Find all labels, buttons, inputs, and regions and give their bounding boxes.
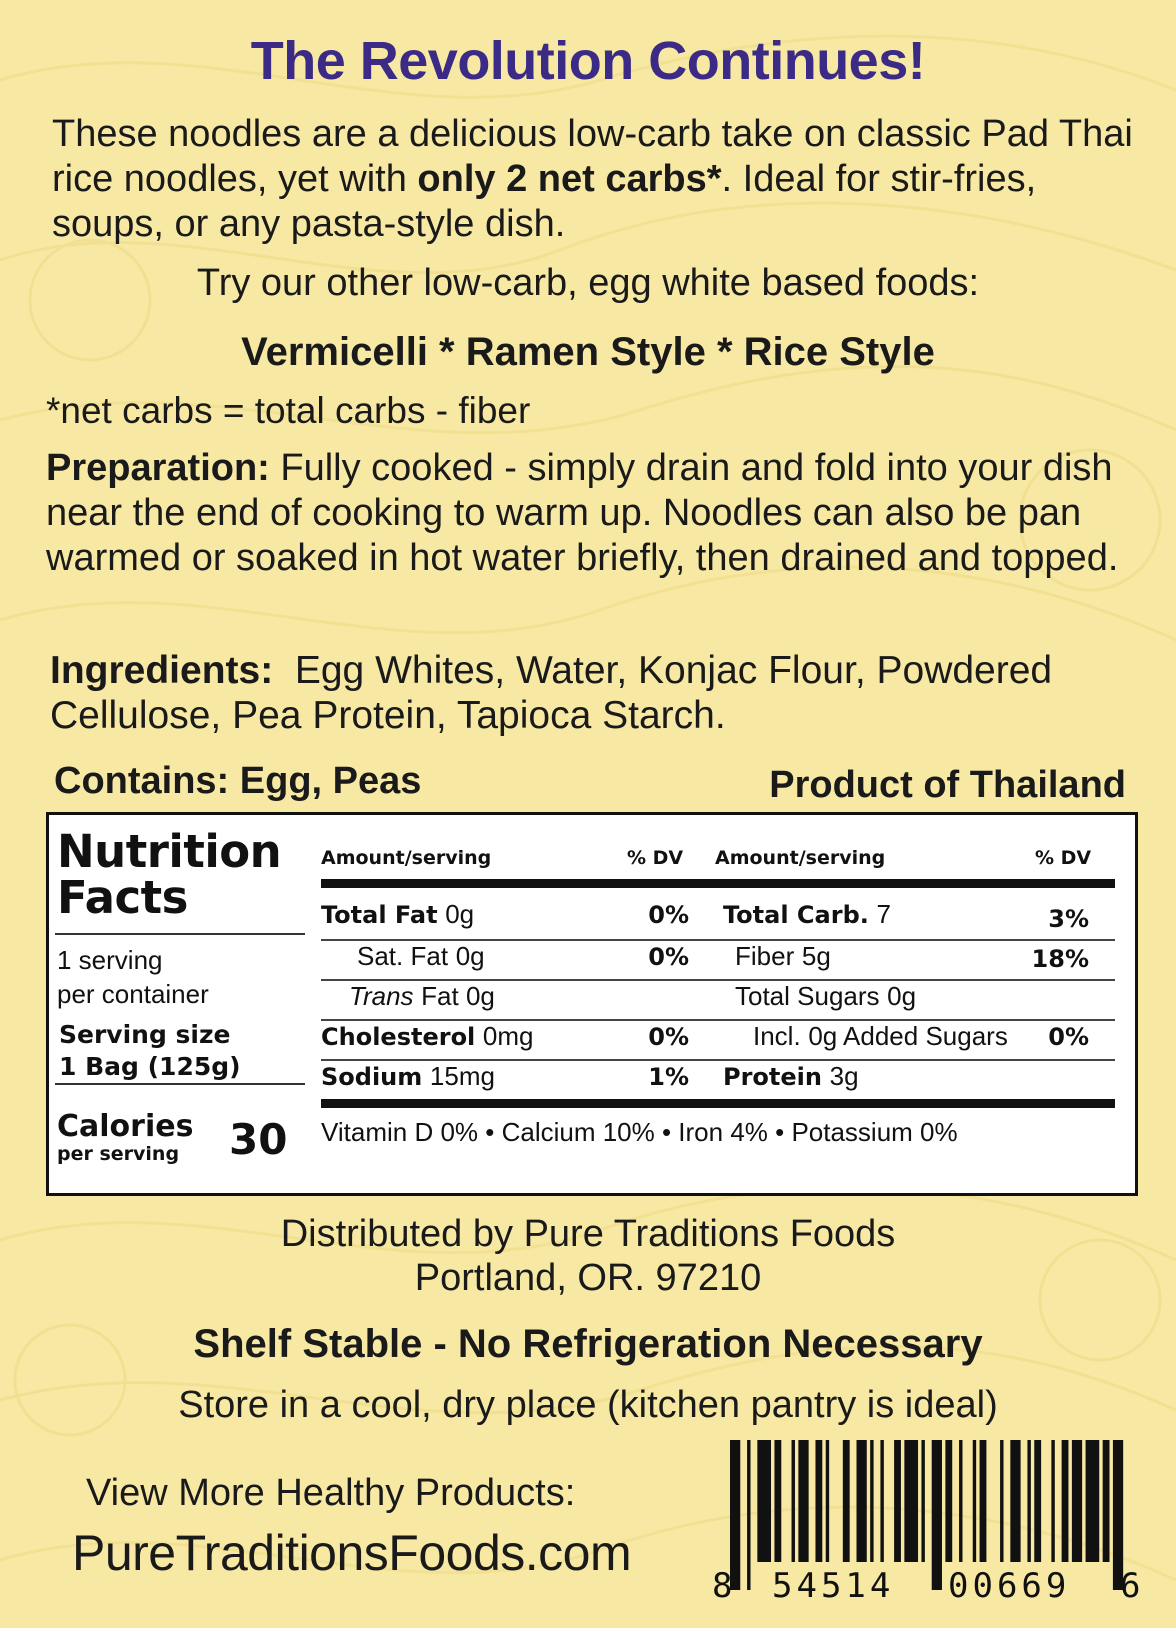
nutrient-name: Incl. — [753, 1021, 801, 1051]
barcode-bar — [880, 1440, 883, 1562]
barcode-bar — [1000, 1440, 1003, 1562]
header-dv-right: % DV — [1035, 847, 1092, 869]
preparation-label: Preparation: — [46, 447, 270, 489]
nutrient-amount: 0g Added Sugars — [808, 1021, 1008, 1051]
fiber-dv: 18% — [1031, 945, 1089, 973]
nutrient-name: Total Fat — [321, 901, 438, 929]
header-dv-left: % DV — [627, 847, 684, 869]
barcode-lead-digit: 8 — [712, 1566, 733, 1606]
barcode-bar — [1034, 1440, 1041, 1562]
ingredients-paragraph — [50, 648, 1150, 738]
barcode-bar — [774, 1440, 781, 1562]
nutrient-name: Trans — [349, 981, 414, 1011]
nutrient-name: Fiber — [735, 941, 795, 971]
sodium-row — [321, 1061, 495, 1092]
servings-per-container — [57, 943, 209, 1011]
nutrient-amount: 0g — [445, 899, 475, 929]
barcode-bar — [959, 1440, 962, 1562]
ingredients-label: Ingredients: — [50, 649, 274, 692]
barcode-bar — [904, 1440, 918, 1562]
divider — [55, 933, 305, 935]
barcode-bar — [932, 1440, 942, 1590]
net-carbs-footnote: *net carbs = total carbs - fiber — [46, 390, 531, 431]
divider — [55, 1083, 305, 1085]
barcode-bar — [1072, 1440, 1082, 1562]
divider — [321, 1099, 1115, 1108]
barcode-group1: 54514 — [772, 1566, 895, 1606]
nutrient-amount: 3g — [829, 1061, 859, 1091]
website-url: PureTraditionsFoods.com — [72, 1525, 632, 1581]
barcode-bar — [1086, 1440, 1100, 1562]
cholesterol-dv: 0% — [648, 1023, 689, 1051]
header-amount-left: Amount/serving — [321, 847, 492, 869]
nutrient-name: Cholesterol — [321, 1023, 476, 1051]
nutrition-facts-title — [57, 825, 282, 924]
cholesterol-row — [321, 1021, 534, 1052]
nutrient-amount: 15mg — [429, 1061, 495, 1091]
serving-size-value: 1 Bag (125g) — [59, 1052, 241, 1081]
total-fat-row — [321, 899, 474, 930]
view-more-label: View More Healthy Products: — [86, 1472, 576, 1514]
intro-highlight: only 2 net carbs* — [417, 158, 722, 200]
barcode-bar — [857, 1440, 867, 1562]
serving-size-label: Serving size — [59, 1020, 231, 1049]
headline-title: The Revolution Continues! — [250, 31, 926, 91]
servings-line2: per container — [57, 979, 209, 1009]
ingredients-text: Egg Whites, Water, Konjac Flour, Powdered Cellulose, Pea Protein, Tapioca Starch. — [50, 649, 1063, 737]
barcode-bar — [1010, 1440, 1020, 1562]
nutrient-amount: 5g — [801, 941, 831, 971]
nutrient-name: Sat. Fat — [357, 941, 449, 971]
barcode-bar — [815, 1440, 822, 1562]
header-amount-right: Amount/serving — [715, 847, 886, 869]
trans-fat-row — [349, 981, 495, 1012]
sodium-dv: 1% — [648, 1063, 689, 1091]
sat-fat-row — [357, 941, 485, 972]
nutrient-name: Protein — [723, 1063, 822, 1091]
barcode-bar — [870, 1440, 873, 1562]
intro-text-end: . Ideal for stir-fries, soups, or any pasta-style dish. — [52, 158, 1037, 245]
nutrient-amount: Fat 0g — [421, 981, 495, 1011]
barcode-bar — [792, 1440, 795, 1562]
nutrition-title-line1: Nutrition — [57, 825, 282, 878]
fiber-row — [735, 941, 831, 972]
nutrient-name: Sodium — [321, 1063, 423, 1091]
nutrient-amount: 0mg — [482, 1021, 534, 1051]
preparation-text: Fully cooked - simply drain and fold into your dish near the end of cooking to warm up. Noodles can also be pan warmed or soaked in hot water briefly, then drained and topped. — [46, 447, 1119, 579]
vitamins-minerals-line: Vitamin D 0% • Calcium 10% • Iron 4% • Potassium 0% — [321, 1117, 958, 1147]
nutrient-name: Total Sugars — [735, 981, 880, 1011]
nutrient-amount: 0g — [455, 941, 485, 971]
barcode-bar — [945, 1440, 952, 1562]
nutrient-name: Total Carb. — [723, 901, 869, 929]
barcode-group2: 00669 — [948, 1566, 1071, 1606]
added-sugars-dv: 0% — [1048, 1023, 1089, 1051]
barcode-bar — [747, 1440, 750, 1590]
servings-line1: 1 serving — [57, 945, 163, 975]
barcode-bar — [980, 1440, 987, 1562]
barcode-check-digit: 6 — [1120, 1566, 1141, 1606]
distributor-address: Portland, OR. 97210 — [414, 1257, 762, 1299]
shelf-stable-notice: Shelf Stable - No Refrigeration Necessary — [193, 1322, 983, 1366]
barcode-bar — [1027, 1440, 1030, 1562]
intro-paragraph — [52, 112, 1152, 247]
distributor-info — [0, 1212, 1176, 1300]
barcode-bar — [826, 1440, 829, 1562]
protein-row — [723, 1061, 859, 1092]
barcode-bar — [798, 1440, 808, 1562]
barcode-bar — [1051, 1440, 1054, 1562]
nutrient-amount: 7 — [876, 899, 891, 929]
total-carb-dv: 3% — [1048, 905, 1089, 933]
barcode-bar — [1103, 1440, 1110, 1562]
allergen-contains: Contains: Egg, Peas — [54, 760, 422, 802]
total-sugars-row — [735, 981, 916, 1012]
product-origin: Product of Thailand — [769, 764, 1126, 806]
barcode-bar — [843, 1440, 850, 1562]
sat-fat-dv: 0% — [648, 943, 689, 971]
barcode-bar — [894, 1440, 901, 1562]
calories-label: Calories — [57, 1109, 194, 1144]
storage-instructions: Store in a cool, dry place (kitchen pantry is ideal) — [178, 1384, 998, 1426]
total-carb-row — [723, 899, 891, 930]
intro-text-start: These noodles are a delicious low-carb take on classic Pad Thai rice noodles, yet with — [52, 113, 1133, 200]
calories-value: 30 — [229, 1115, 288, 1164]
product-variants-line: Vermicelli * Ramen Style * Rice Style — [241, 330, 935, 374]
barcode-bar — [757, 1440, 771, 1562]
preparation-paragraph — [46, 446, 1146, 581]
calories-subtitle: per serving — [57, 1143, 180, 1165]
barcode-bar — [1062, 1440, 1069, 1562]
divider — [321, 879, 1115, 888]
barcode-bar — [973, 1440, 976, 1562]
added-sugars-row — [753, 1021, 1008, 1052]
serving-size — [59, 1019, 241, 1083]
barcode-bar — [921, 1440, 924, 1562]
nutrient-amount: 0g — [887, 981, 917, 1011]
total-fat-dv: 0% — [648, 901, 689, 929]
try-other-foods-line: Try our other low-carb, egg white based foods: — [196, 262, 980, 304]
distributor-name: Distributed by Pure Traditions Foods — [280, 1213, 896, 1255]
nutrition-title-line2: Facts — [57, 871, 188, 924]
nutrition-facts-panel — [46, 812, 1138, 1196]
